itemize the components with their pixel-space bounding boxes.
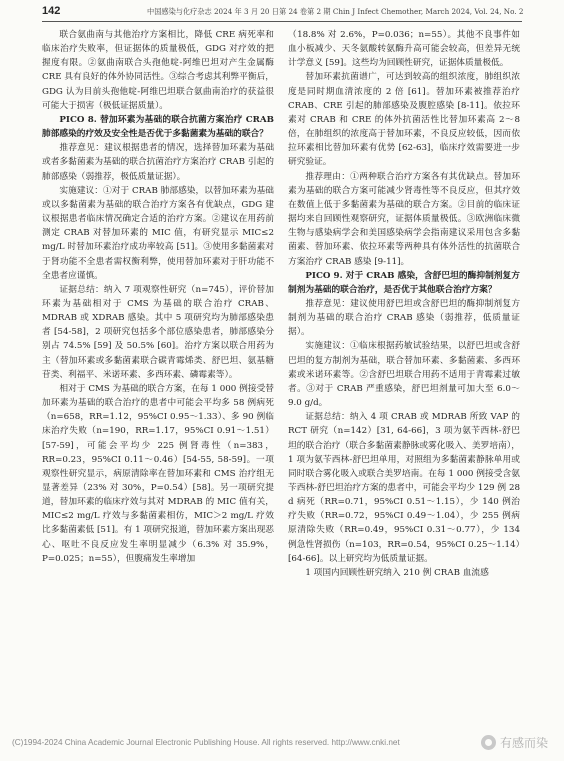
page-header xyxy=(0,0,564,22)
watermark-text: 有感而染 xyxy=(499,736,548,750)
body-paragraph: 1 项国内回顾性研究纳入 210 例 CRAB 血流感 xyxy=(305,567,489,578)
body-paragraph: （18.8% 对 2.6%，P=0.036；n=55）。其他不良事件如血小板减少、天冬氨酸转氨酶升高可能会较高，但差异无统计学意义 [59]。这些均为回顾性研究，证据体质量极低。 xyxy=(288,30,520,69)
body-paragraph: 相对于 CMS 为基础的联合方案，在每 1 000 例接受替加环素为基础的联合治疗的患者中可能会平均多 58 例病死（n=658，RR=1.12，95%CI 0.95～1.33）、多 90 例临床治疗失败（n=190，RR=1.17，95%CI 0.91～1.51）[57-59]，可能会平均少 225 例肾毒性（n=383，RR=0.23，95%CI 0.11～0.46）[54-55, 58-59]。一项观察性研究显示，病原清除率在替加环素和 CMS 治疗组无显著差异（23% 对 30%，P=0.54）[58]。另一项研究提道，替加环素的临床疗效与其对 MDRAB 的 MIC 值有关，MIC≤2 mg/L 疗效与多黏菌素相仿，MIC＞2 mg/L 疗效比多黏菌素低 [51]。有 1 项研究报道，替加环素方案出现恶心、呕吐不良反应发生率明显减少（6.3% 对 35.9%，P=0.025；n=55），但腹痛发生率增加 xyxy=(42,383,274,564)
body-paragraph: 证据总结：纳入 7 项观察性研究（n=745），评价替加环素为基础相对于 CMS 为基础的联合治疗 CRAB、MDRAB 或 XDRAB 感染。其中 5 项研究均为肺部感染患者 [54-58]，2 项研究包括多个部位感染患者，肺部感染分别占 74.5% [59] 及 50.5% [60]。治疗方案以联合用药为主（替加环素或多黏菌素联合碳青霉烯类、舒巴坦、氨基糖苷类、利福平、米诺环素、多西环素、磷霉素等）。 xyxy=(42,284,274,380)
copyright-notice: (C)1994-2024 China Academic Journal Electronic Publishing House. All rights reserved. http://www.cnki.net xyxy=(12,738,400,747)
running-title: 中国感染与化疗杂志 2024 年 3 月 20 日第 24 卷第 2 期 Chin J Infect Chemother, March 2024, Vol. 24, No. 2 xyxy=(147,7,524,16)
watermark xyxy=(481,734,548,751)
header-rule xyxy=(42,21,522,22)
body-paragraph: 推荐意见：建议使用舒巴坦或含舒巴坦的酶抑制剂复方制剂为基础的联合治疗 CRAB 感染（弱推荐，低质量证据）。 xyxy=(288,298,520,338)
body-paragraph: 证据总结：纳入 4 项 CRAB 或 MDRAB 所致 VAP 的 RCT 研究（n=142）[31, 64-66]，3 项为氨苄西林-舒巴坦的联合治疗（联合多黏菌素静脉或雾化吸入、美罗培南），1 项为氨苄西林-舒巴坦单用，对照组为多黏菌素静脉单用或同时联合雾化吸入或联合美罗培南。在每 1 000 例接受含氨苄西林-舒巴坦治疗方案的患者中，可能会平均少 129 例 28 d 病死（RR=0.71，95%CI 0.51～1.15），少 140 例治疗失败（RR=0.72，95%CI 0.49～1.04），少 255 例病原清除失败（RR=0.49，95%CI 0.31～0.77），少 134 例急性肾损伤（n=103，RR=0.54，95%CI 0.25～1.14）[64-66]。以上研究均为低质量证据。 xyxy=(288,412,520,564)
wechat-logo-icon xyxy=(481,735,496,750)
body-paragraph: 联合氨曲南与其他治疗方案相比，降低 CRE 病死率和临床治疗失败率，但证据体的质量极低，GDG 对疗效的把握度有限。②氨曲南联合头孢他啶-阿维巴坦对产生金属酶 CRE 具有良好的体外协同活性。③综合考虑其利弊平衡后，GDG 认为目前头孢他啶-阿维巴坦联合氨曲南治疗的获益很可能大于损害（极低证据质量）。 xyxy=(42,30,274,111)
right-text-column xyxy=(288,28,520,726)
page-footer xyxy=(12,736,552,752)
section-heading: PICO 8. 替加环素为基础的联合抗菌方案治疗 CRAB 肺部感染的疗效及安全性是否优于多黏菌素为基础的联合？ xyxy=(42,114,274,140)
body-paragraph: 实施建议：①对于 CRAB 肺部感染，以替加环素为基础或以多黏菌素为基础的联合治疗方案各有优缺点，GDG 建议根据患者临床情况确定合适的治疗方案。②建议在用药前测定 CRAB 对替加环素的 MIC 值，有研究显示 MIC≤2 mg/L 时替加环素治疗成功率较高 [51]。③使用多黏菌素对于肾功能不全患者需权衡利弊，使用替加环素对于肝功能不全患者应谨慎。 xyxy=(42,185,274,281)
page-number: 142 xyxy=(42,5,61,17)
body-paragraph: 推荐意见：建议根据患者的情况，选择替加环素为基础或者多黏菌素为基础的联合抗菌治疗方案治疗 CRAB 引起的肺部感染（弱推荐，极低质量证据）。 xyxy=(42,143,274,182)
body-paragraph: 实施建议：①临床根据药敏试验结果，以舒巴坦或含舒巴坦的复方制剂为基础，联合替加环素、多黏菌素、多西环素或米诺环素等。②含舒巴坦联合用药不适用于青霉素过敏者。③对于 CRAB 严重感染，舒巴坦剂量可加大至 6.0～9.0 g/d。 xyxy=(288,341,520,409)
left-text-column xyxy=(42,28,274,726)
body-paragraph: 推荐理由：①两种联合治疗方案各有其优缺点。替加环素为基础的联合方案可能减少肾毒性等不良反应，但其疗效在数值上低于多黏菌素为基础的联合方案。②目前的临床证据均来自回顾性观察研究，证据体质量极低。③欧洲临床微生物与感染病学会和美国感染病学会指南建议采用包含多黏菌素、替加环素、依拉环素等两种具有体外活性的抗菌联合方案治疗 CRAB 感染 [9-11]。 xyxy=(288,171,520,267)
section-heading: PICO 9. 对于 CRAB 感染，含舒巴坦的酶抑制剂复方制剂为基础的联合治疗，是否优于其他联合治疗方案？ xyxy=(288,270,520,295)
body-paragraph: 替加环素抗菌谱广，可达到较高的组织浓度，肺组织浓度是同时期血清浓度的 2 倍 [61]。替加环素被推荐治疗 CRAB、CRE 引起的肺部感染及腹腔感染 [8-11]。依拉环素对 CRAB 和 CRE 的体外抗菌活性比替加环素高 2～8 倍，在肺组织的浓度高于替加环素，不良反应较低，因而依拉环素相比替加环素有优势 [62-63]，临床疗效需要进一步研究验证。 xyxy=(288,72,520,168)
